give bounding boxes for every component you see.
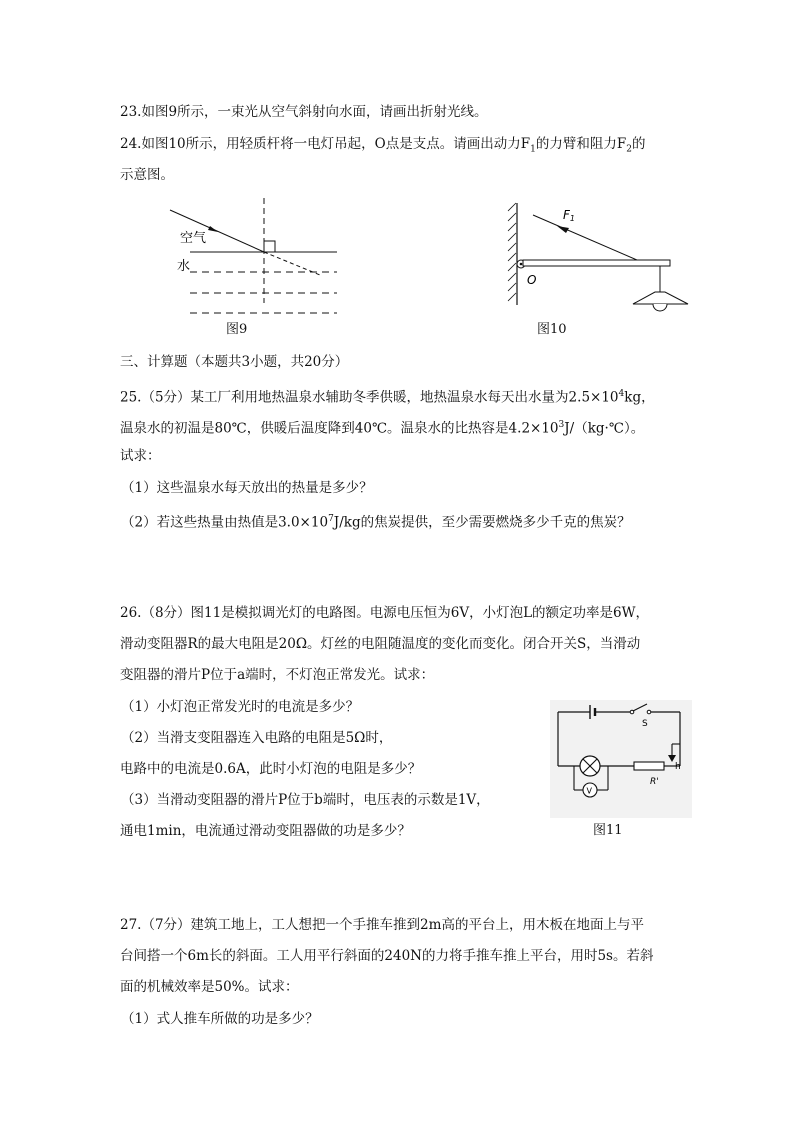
lamp-bulb xyxy=(653,304,667,311)
q25-sub2-sup: 7 xyxy=(328,514,334,524)
q26-sub3-b: 通电1min，电流通过滑动变阻器做的功是多少？ xyxy=(120,823,411,839)
incident-ray-arrow xyxy=(208,226,218,232)
q25-sub2-a: （2）若这些热量由热值是3.0×10 xyxy=(121,514,329,531)
figure-10-caption: 图10 xyxy=(537,322,567,337)
q27-sub1: （1）式人推车所做的功是多少？ xyxy=(121,1011,319,1027)
label-v: V xyxy=(586,786,592,796)
q26-sub1: （1）小灯泡正常发光时的电流是多少？ xyxy=(121,699,360,715)
q27-line3: 面的机械效率是50%。试求： xyxy=(120,979,299,995)
q24-sub1: 1 xyxy=(530,144,536,155)
q25-line3: 试求： xyxy=(120,448,161,464)
q25-line2-b: J/（kg·℃）。 xyxy=(564,420,645,437)
q25-sub2 xyxy=(121,509,631,533)
section3-title: 三、计算题（本题共3小题，共20分） xyxy=(120,354,349,370)
label-s: S xyxy=(642,719,648,729)
q26-line3: 变阻器的滑片P位于a端时，不灯泡正常发光。试求： xyxy=(120,667,435,683)
force-f1-arrow xyxy=(557,226,569,233)
light-rod xyxy=(523,260,670,266)
q26-line1: 26.（8分）图11是模拟调光灯的电路图。电源电压恒为6V，小灯泡L的额定功率是6W， xyxy=(120,605,650,621)
q26-sub3-a: （3）当滑动变阻器的滑片P位于b端时，电压表的示数是1V， xyxy=(121,792,490,808)
q24-sub2: 2 xyxy=(626,144,632,155)
q25-line1-a: 25.（5分）某工厂利用地热温泉水辅助冬季供暖，地热温泉水每天出水量为2.5×10 xyxy=(120,389,619,406)
force-f1-line xyxy=(533,215,637,260)
label-water: 水 xyxy=(177,259,191,274)
q25-sub2-b: J/kg的焦炭提供，至少需要燃烧多少千克的焦炭？ xyxy=(333,514,631,531)
q23-text: 23.如图9所示，一束光从空气斜射向水面，请画出折射光线。 xyxy=(120,104,488,120)
wall-hatching xyxy=(508,203,516,301)
q27-line2: 台间搭一个6m长的斜面。工人用平行斜面的240N的力将手推车推上平台，用时5s。若斜 xyxy=(120,948,654,964)
label-o: O xyxy=(527,273,537,287)
q25-line1-b: kg， xyxy=(624,389,655,406)
q25-line1-sup: 4 xyxy=(618,389,625,399)
q26-line2: 滑动变阻器R的最大电阻是20Ω。灯丝的电阻随温度的变化而变化。闭合开关S，当滑动 xyxy=(120,636,641,652)
figure-9-caption: 图9 xyxy=(226,322,248,337)
figure-11-circuit xyxy=(550,700,692,818)
q24-line2: 示意图。 xyxy=(120,167,174,183)
q24-line1 xyxy=(120,134,645,160)
q25-line2-sup: 3 xyxy=(558,420,565,430)
q24-line1-a: 24.如图10所示，用轻质杆将一电灯吊起，O点是支点。请画出动力F xyxy=(120,136,531,152)
right-angle-mark xyxy=(264,241,275,252)
figure-9 xyxy=(160,195,350,320)
figure-11-caption: 图11 xyxy=(593,823,623,838)
rheostat-r xyxy=(634,762,664,770)
label-f1: F1 xyxy=(563,208,575,223)
q27-line1: 27.（7分）建筑工地上，工人想把一个手推车推到2m高的平台上，用木板在地面上与平 xyxy=(120,917,644,933)
q25-line1 xyxy=(120,384,655,408)
q25-sub1: （1）这些温泉水每天放出的热量是多少？ xyxy=(121,480,373,496)
q25-line2 xyxy=(120,415,644,439)
q26-sub2-b: 电路中的电流是0.6A，此时小灯泡的电阻是多少？ xyxy=(120,761,422,777)
label-h: h xyxy=(675,762,681,772)
q25-line2-a: 温泉水的初温是80℃，供暖后温度降到40℃。温泉水的比热容是4.2×10 xyxy=(120,420,559,437)
q24-line1-b: 的力臂和阻力F xyxy=(535,136,627,152)
figure-10 xyxy=(505,195,700,320)
label-r: R' xyxy=(650,777,659,787)
lamp-shade xyxy=(633,292,688,304)
label-air: 空气 xyxy=(180,231,207,246)
q24-line1-c: 的 xyxy=(631,136,646,152)
q26-sub2-a: （2）当滑支变阻器连入电路的电阻是5Ω时， xyxy=(121,730,393,746)
